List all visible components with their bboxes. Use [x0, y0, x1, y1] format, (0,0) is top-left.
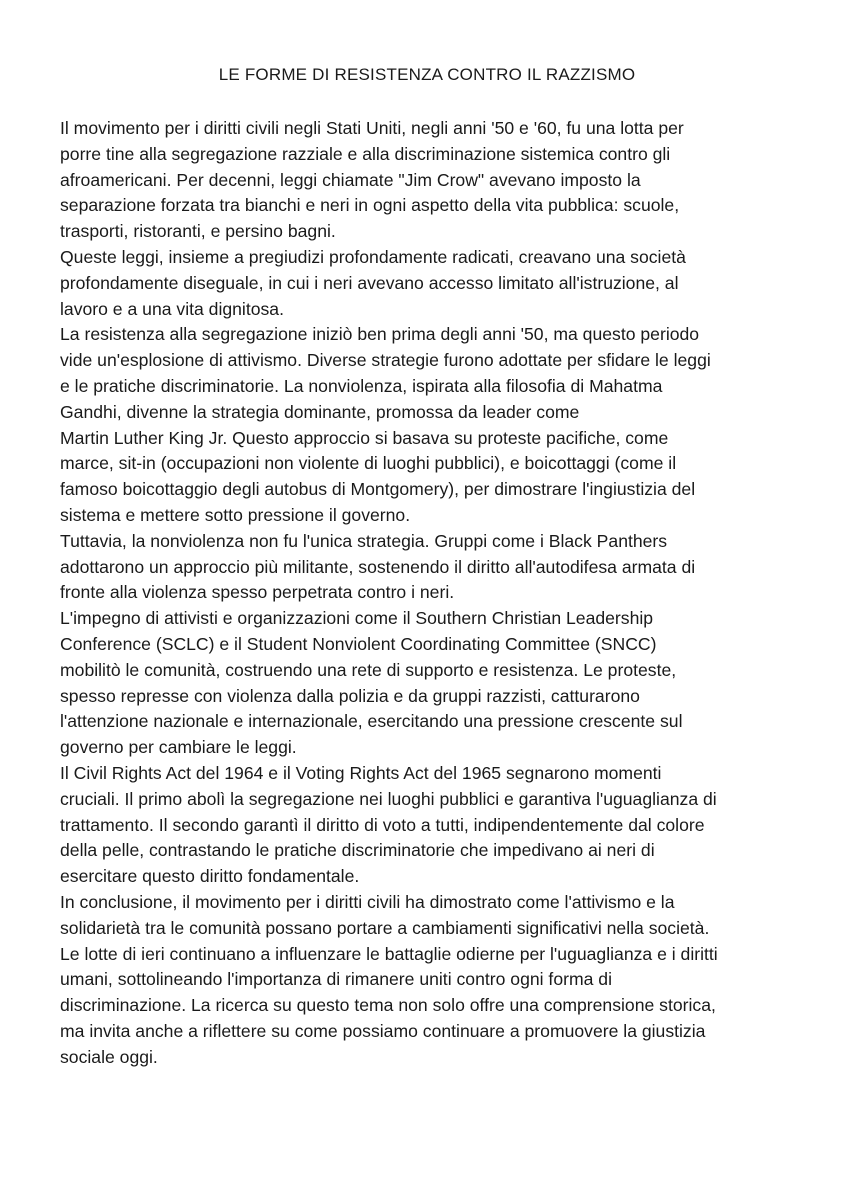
document-body — [60, 116, 800, 1070]
body-text-line: esercitare questo diritto fondamentale. — [60, 866, 360, 887]
body-text-line: discriminazione. La ricerca su questo tema non solo offre una comprensione storica, — [60, 995, 716, 1016]
body-text-line: In conclusione, il movimento per i diritti civili ha dimostrato come l'attivismo e la — [60, 891, 675, 912]
body-text-line: ma invita anche a riflettere su come possiamo continuare a promuovere la giustizia — [60, 1020, 706, 1041]
body-text-line: profondamente diseguale, in cui i neri avevano accesso limitato all'istruzione, al — [60, 272, 679, 293]
body-text-line: umani, sottolineando l'importanza di rimanere uniti contro ogni forma di — [60, 969, 612, 990]
body-text-line: vide un'esplosione di attivismo. Diverse strategie furono adottate per sfidare le leggi — [60, 350, 711, 371]
body-text-line: Il Civil Rights Act del 1964 e il Voting Rights Act del 1965 segnarono momenti — [60, 762, 662, 783]
body-text-line: L'impegno di attivisti e organizzazioni come il Southern Christian Leadership — [60, 608, 654, 629]
body-text-line: porre tine alla segregazione razziale e alla discriminazione sistemica contro gli — [60, 143, 671, 164]
document-title: LE FORME DI RESISTENZA CONTRO IL RAZZISMO — [218, 65, 636, 84]
body-text-line: adottarono un approccio più militante, sostenendo il diritto all'autodifesa armata di — [60, 556, 696, 577]
body-text-line: sistema e mettere sotto pressione il governo. — [60, 504, 411, 525]
body-text-line: e le pratiche discriminatorie. La nonviolenza, ispirata alla filosofia di Mahatma — [60, 375, 663, 396]
body-text-line: l'attenzione nazionale e internazionale, esercitando una pressione crescente sul — [60, 711, 683, 732]
body-text-line: Tuttavia, la nonviolenza non fu l'unica strategia. Gruppi come i Black Panthers — [60, 530, 668, 551]
body-text-line: fronte alla violenza spesso perpetrata contro i neri. — [60, 582, 455, 603]
body-text-line: Le lotte di ieri continuano a influenzare le battaglie odierne per l'uguaglianza e i diritti — [60, 943, 718, 964]
body-text-line: Il movimento per i diritti civili negli Stati Uniti, negli anni '50 e '60, fu una lotta per — [60, 118, 684, 138]
body-text-line: lavoro e a una vita dignitosa. — [60, 298, 284, 319]
body-text-line: spesso represse con violenza dalla polizia e da gruppi razzisti, catturarono — [60, 685, 640, 706]
body-text-line: Conference (SCLC) e il Student Nonviolent Coordinating Committee (SNCC) — [60, 633, 657, 654]
body-text-line: Martin Luther King Jr. Questo approccio si basava su proteste pacifiche, come — [60, 427, 669, 448]
body-text-line: trasporti, ristoranti, e persino bagni. — [60, 221, 336, 242]
body-text-line: mobilitò le comunità, costruendo una rete di supporto e resistenza. Le proteste, — [60, 659, 677, 680]
body-text-line: governo per cambiare le leggi. — [60, 737, 297, 758]
body-text-line: sociale oggi. — [60, 1046, 158, 1067]
body-text-line: marce, sit-in (occupazioni non violente di luoghi pubblici), e boicottaggi (come il — [60, 453, 677, 474]
body-text-line: trattamento. Il secondo garantì il diritto di voto a tutti, indipendentemente dal colore — [60, 814, 705, 835]
body-text-line: separazione forzata tra bianchi e neri in ogni aspetto della vita pubblica: scuole, — [60, 195, 680, 216]
body-text-line: della pelle, contrastando le pratiche discriminatorie che impedivano ai neri di — [60, 840, 655, 861]
body-text-line: cruciali. Il primo abolì la segregazione nei luoghi pubblici e garantiva l'uguaglianza di — [60, 788, 717, 809]
body-text-line: solidarietà tra le comunità possano portare a cambiamenti significativi nella società. — [60, 917, 710, 938]
body-text-line: Queste leggi, insieme a pregiudizi profondamente radicati, creavano una società — [60, 246, 686, 267]
body-text-line: Gandhi, divenne la strategia dominante, promossa da leader come — [60, 401, 580, 422]
body-text-line: La resistenza alla segregazione iniziò ben prima degli anni '50, ma questo periodo — [60, 324, 700, 345]
body-text-line: famoso boicottaggio degli autobus di Montgomery), per dimostrare l'ingiustizia del — [60, 479, 696, 500]
body-text-line: afroamericani. Per decenni, leggi chiamate "Jim Crow" avevano imposto la — [60, 169, 641, 190]
